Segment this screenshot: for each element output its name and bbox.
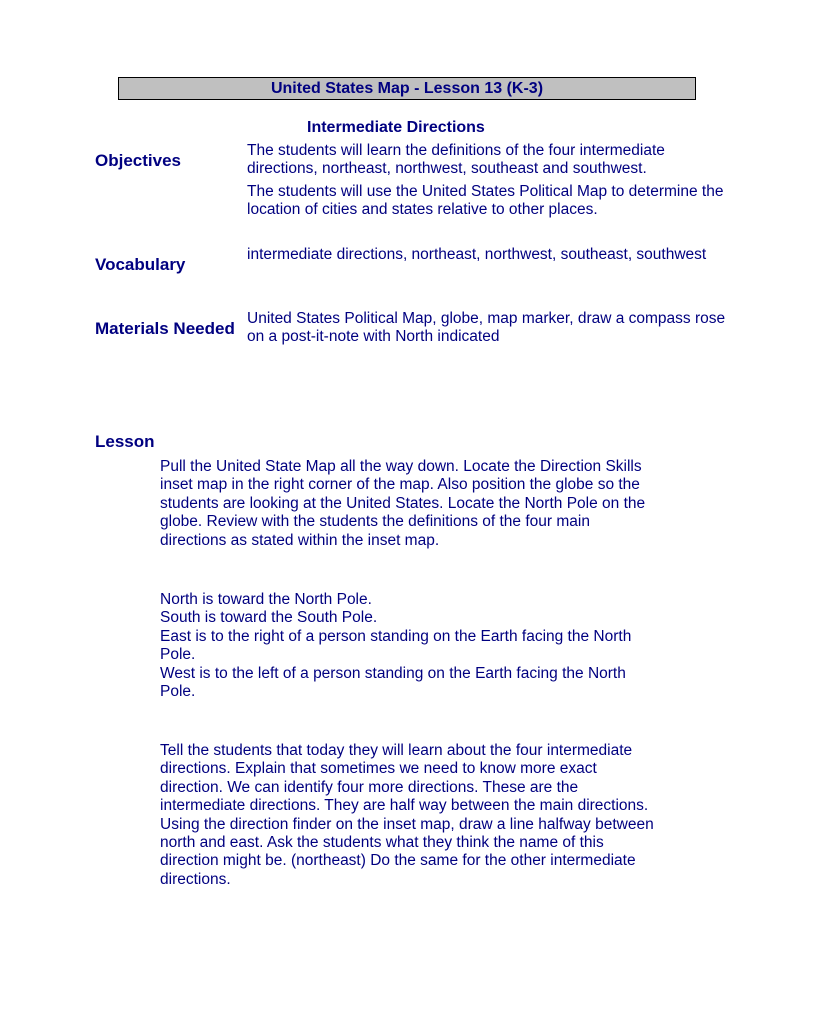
lesson-label: Lesson <box>95 432 155 451</box>
lesson-subtitle: Intermediate Directions <box>307 119 485 136</box>
vocabulary-text: intermediate directions, northeast, northwest, southeast, southwest <box>247 246 707 263</box>
direction-west: West is to the left of a person standing on the Earth facing the North Pole. <box>160 664 626 701</box>
objectives-list <box>247 142 727 220</box>
direction-east: East is to the right of a person standing on the Earth facing the North Pole. <box>160 627 632 664</box>
objective-item: The students will use the United States Political Map to determine the location of cities and states relative to other places. <box>247 182 724 219</box>
vocabulary-label: Vocabulary <box>95 255 186 274</box>
lesson-paragraph-1: Pull the United State Map all the way down. Locate the Direction Skills inset map in the right corner of the map. Also position the globe so the students are looking at the United States. Locate the North Pole on the globe. Review with the students the definitions of the four main directions as stated within the inset map. <box>160 458 646 549</box>
main-directions-list <box>160 591 655 701</box>
lesson-title: United States Map - Lesson 13 (K-3) <box>118 77 696 100</box>
lesson-paragraph-2: Tell the students that today they will learn about the four intermediate directions. Explain that sometimes we need to know more exact direction. We can identify four more directions. These are the intermediate directions. They are half way between the main directions. Using the direction finder on the inset map, draw a line halfway between north and east. Ask the students what they think the name of this direction might be. (northeast) Do the same for the other intermediate directions. <box>160 742 654 888</box>
direction-south: South is toward the South Pole. <box>160 609 378 627</box>
objectives-label: Objectives <box>95 151 181 170</box>
materials-text: United States Political Map, globe, map marker, draw a compass rose on a post-it-note with North indicated <box>247 310 726 346</box>
objective-item: The students will learn the definitions of the four intermediate directions, northeast, northwest, southeast and southwest. <box>247 142 665 178</box>
direction-north: North is toward the North Pole. <box>160 591 372 608</box>
materials-label: Materials Needed <box>95 319 235 338</box>
